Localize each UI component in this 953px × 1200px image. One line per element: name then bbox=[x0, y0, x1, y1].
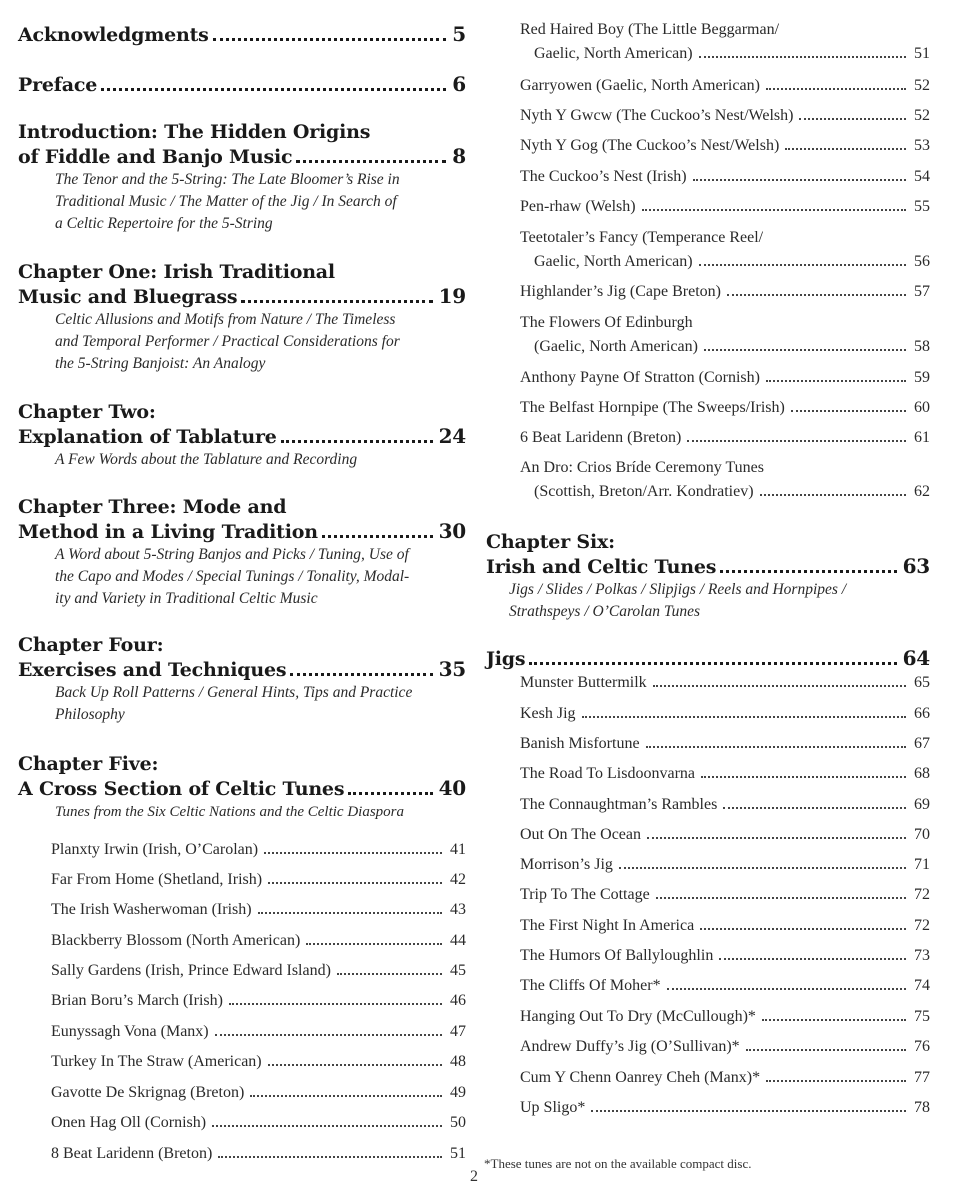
tune-title: Pen-rhaw (Welsh) bbox=[520, 198, 636, 215]
tune-entry[interactable] bbox=[520, 226, 930, 274]
tune-title: Up Sligo* bbox=[520, 1099, 586, 1116]
tune-entry[interactable] bbox=[520, 366, 930, 390]
tune-title: The Road To Lisdoonvarna bbox=[520, 765, 695, 782]
tune-entry[interactable] bbox=[520, 165, 930, 189]
tune-title: Gavotte De Skrignag (Breton) bbox=[51, 1084, 245, 1101]
tune-title: Out On The Ocean bbox=[520, 826, 641, 843]
tune-title: Blackberry Blossom (North American) bbox=[51, 932, 301, 949]
jig-entry[interactable] bbox=[520, 1035, 930, 1059]
tune-page: 65 bbox=[914, 674, 930, 691]
tune-page: 59 bbox=[914, 369, 930, 386]
jig-entry[interactable] bbox=[520, 883, 930, 907]
tune-title-line: Red Haired Boy (The Little Beggarman/ bbox=[520, 21, 780, 38]
section-description: Tunes from the Six Celtic Nations and the Celtic Diaspora bbox=[55, 804, 405, 820]
jig-entry[interactable] bbox=[520, 853, 930, 877]
section-description: A Word about 5-String Banjos and Picks / Tuning, Use of the Capo and Modes / Special Tunings / Tonality, Modal- ity and Variety in Traditional Celtic Music bbox=[55, 546, 410, 607]
section-page: 30 bbox=[438, 519, 466, 543]
tune-page: 70 bbox=[914, 826, 930, 843]
tune-title: Anthony Payne Of Stratton (Cornish) bbox=[520, 369, 760, 386]
tune-page: 42 bbox=[450, 871, 466, 888]
tune-page: 68 bbox=[914, 765, 930, 782]
dot-leader bbox=[218, 1156, 442, 1158]
jig-entry[interactable] bbox=[520, 762, 930, 786]
tune-entry[interactable] bbox=[520, 104, 930, 128]
dot-leader bbox=[322, 535, 433, 538]
section-description: The Tenor and the 5-String: The Late Bloomer’s Rise in Traditional Music / The Matter of the Jig / In Search of a Celtic Repertoire for the 5-String bbox=[55, 171, 400, 232]
tune-page: 57 bbox=[914, 283, 930, 300]
dot-leader bbox=[642, 209, 906, 211]
tune-entry[interactable] bbox=[51, 1142, 466, 1166]
dot-leader bbox=[268, 882, 442, 884]
section-description: Celtic Allusions and Motifs from Nature / The Timeless and Temporal Performer / Practical Considerations for the 5-String Banjoist: An Analogy bbox=[55, 311, 400, 372]
tune-page: 44 bbox=[450, 932, 466, 949]
dot-leader bbox=[723, 807, 906, 809]
tune-page: 54 bbox=[914, 168, 930, 185]
dot-leader bbox=[337, 973, 442, 975]
tune-title: Eunyssagh Vona (Manx) bbox=[51, 1023, 209, 1040]
dot-leader bbox=[785, 148, 906, 150]
tune-page: 52 bbox=[914, 107, 930, 124]
dot-leader bbox=[290, 673, 432, 676]
tune-entry[interactable] bbox=[51, 898, 466, 922]
jig-entry[interactable] bbox=[520, 732, 930, 756]
tune-title: Highlander’s Jig (Cape Breton) bbox=[520, 283, 721, 300]
tune-title: Far From Home (Shetland, Irish) bbox=[51, 871, 263, 888]
tune-entry[interactable] bbox=[51, 838, 466, 862]
jig-entry[interactable] bbox=[520, 702, 930, 726]
tune-title: Brian Boru’s March (Irish) bbox=[51, 992, 223, 1009]
toc-section-introduction[interactable] bbox=[18, 120, 466, 235]
dot-leader bbox=[268, 1064, 442, 1066]
tune-page: 74 bbox=[914, 977, 930, 994]
dot-leader bbox=[281, 440, 433, 443]
dot-leader bbox=[296, 160, 446, 163]
tune-title-line: Teetotaler’s Fancy (Temperance Reel/ bbox=[520, 229, 764, 246]
toc-section-jigs[interactable] bbox=[486, 646, 930, 671]
section-description: Back Up Roll Patterns / General Hints, Tips and Practice Philosophy bbox=[55, 684, 413, 723]
tune-title: The First Night In America bbox=[520, 917, 695, 934]
dot-leader bbox=[250, 1095, 442, 1097]
tune-page: 45 bbox=[450, 962, 466, 979]
tune-page: 56 bbox=[914, 253, 930, 270]
tune-entry[interactable] bbox=[520, 311, 930, 359]
tune-page: 46 bbox=[450, 992, 466, 1009]
footnote: *These tunes are not on the available compact disc. bbox=[484, 1156, 752, 1171]
dot-leader bbox=[306, 943, 442, 945]
tune-page: 52 bbox=[914, 77, 930, 94]
tune-title: The Humors Of Ballyloughlin bbox=[520, 947, 714, 964]
tune-title: Trip To The Cottage bbox=[520, 886, 650, 903]
section-page: 6 bbox=[452, 72, 466, 96]
tune-title: The Irish Washerwoman (Irish) bbox=[51, 901, 252, 918]
tune-entry[interactable] bbox=[51, 1020, 466, 1044]
tune-page: 55 bbox=[914, 198, 930, 215]
tune-title: Kesh Jig bbox=[520, 705, 576, 722]
tune-title: Nyth Y Gog (The Cuckoo’s Nest/Welsh) bbox=[520, 137, 780, 154]
dot-leader bbox=[212, 1125, 442, 1127]
jig-entry[interactable] bbox=[520, 944, 930, 968]
jig-entry[interactable] bbox=[520, 974, 930, 998]
jig-entry[interactable] bbox=[520, 671, 930, 695]
dot-leader bbox=[647, 837, 906, 839]
tune-page: 69 bbox=[914, 796, 930, 813]
tune-page: 41 bbox=[450, 841, 466, 858]
section-title: Preface bbox=[18, 74, 98, 96]
dot-leader bbox=[762, 1019, 906, 1021]
dot-leader bbox=[229, 1003, 442, 1005]
jig-entry[interactable] bbox=[520, 1066, 930, 1090]
section-page: 8 bbox=[452, 144, 466, 168]
dot-leader bbox=[727, 294, 906, 296]
tune-page: 60 bbox=[914, 399, 930, 416]
tune-title: 6 Beat Laridenn (Breton) bbox=[520, 429, 682, 446]
tune-title: Cum Y Chenn Oanrey Cheh (Manx)* bbox=[520, 1069, 761, 1086]
tune-title: The Cuckoo’s Nest (Irish) bbox=[520, 168, 687, 185]
jig-entry[interactable] bbox=[520, 1005, 930, 1029]
tune-title: Turkey In The Straw (American) bbox=[51, 1053, 262, 1070]
tune-entry[interactable] bbox=[520, 134, 930, 158]
tune-title: Nyth Y Gwcw (The Cuckoo’s Nest/Welsh) bbox=[520, 107, 794, 124]
tune-page: 53 bbox=[914, 137, 930, 154]
section-title: A Cross Section of Celtic Tunes bbox=[18, 778, 345, 800]
dot-leader bbox=[591, 1110, 906, 1112]
tune-entry[interactable] bbox=[51, 959, 466, 983]
dot-leader bbox=[766, 1080, 906, 1082]
tune-page: 43 bbox=[450, 901, 466, 918]
section-title: Acknowledgments bbox=[18, 24, 209, 46]
toc-section-chapter-one[interactable] bbox=[18, 260, 466, 375]
tune-page: 62 bbox=[914, 483, 930, 500]
dot-leader bbox=[699, 56, 906, 58]
tune-title: Garryowen (Gaelic, North American) bbox=[520, 77, 760, 94]
section-title-line: Chapter Two: bbox=[18, 401, 156, 423]
tune-entry[interactable] bbox=[520, 280, 930, 304]
section-page: 40 bbox=[438, 776, 466, 800]
tune-entry[interactable] bbox=[520, 74, 930, 98]
tune-page: 58 bbox=[914, 338, 930, 355]
dot-leader bbox=[213, 38, 447, 41]
jig-entry[interactable] bbox=[520, 1096, 930, 1120]
tune-title: Sally Gardens (Irish, Prince Edward Island) bbox=[51, 962, 331, 979]
section-title-line: Chapter Four: bbox=[18, 634, 164, 656]
tune-title-line: The Flowers Of Edinburgh bbox=[520, 314, 693, 331]
dot-leader bbox=[653, 685, 906, 687]
tune-page: 50 bbox=[450, 1114, 466, 1131]
dot-leader bbox=[746, 1049, 906, 1051]
dot-leader bbox=[701, 776, 906, 778]
section-description: Jigs / Slides / Polkas / Slipjigs / Reels and Hornpipes / Strathspeys / O’Carolan Tunes bbox=[509, 581, 847, 620]
section-description: A Few Words about the Tablature and Recording bbox=[55, 451, 358, 468]
section-page: 35 bbox=[438, 657, 466, 681]
page-number: 2 bbox=[470, 1168, 478, 1185]
tune-entry[interactable] bbox=[51, 1050, 466, 1074]
dot-leader bbox=[766, 88, 906, 90]
section-title: of Fiddle and Banjo Music bbox=[18, 146, 293, 168]
tune-title-line: An Dro: Crios Bríde Ceremony Tunes bbox=[520, 459, 764, 476]
toc-section-chapter-six[interactable] bbox=[486, 530, 930, 623]
dot-leader bbox=[656, 897, 906, 899]
tune-title: Banish Misfortune bbox=[520, 735, 640, 752]
section-page: 63 bbox=[902, 554, 930, 578]
tune-entry[interactable] bbox=[520, 18, 930, 66]
tune-title: Morrison’s Jig bbox=[520, 856, 613, 873]
dot-leader bbox=[619, 867, 906, 869]
tune-page: 78 bbox=[914, 1099, 930, 1116]
dot-leader bbox=[264, 852, 442, 854]
tune-title: Gaelic, North American) bbox=[534, 45, 693, 62]
toc-section-chapter-two[interactable] bbox=[18, 400, 466, 471]
dot-leader bbox=[693, 179, 906, 181]
tune-entry[interactable] bbox=[51, 929, 466, 953]
toc-section-chapter-four[interactable] bbox=[18, 633, 466, 726]
tune-entry[interactable] bbox=[51, 1111, 466, 1135]
section-page: 64 bbox=[902, 646, 930, 670]
dot-leader bbox=[799, 118, 906, 120]
tune-title: The Connaughtman’s Rambles bbox=[520, 796, 718, 813]
dot-leader bbox=[667, 988, 906, 990]
dot-leader bbox=[241, 300, 432, 303]
tune-title: Gaelic, North American) bbox=[534, 253, 693, 270]
tune-title: The Cliffs Of Moher* bbox=[520, 977, 661, 994]
section-title: Exercises and Techniques bbox=[18, 659, 287, 681]
tune-title: The Belfast Hornpipe (The Sweeps/Irish) bbox=[520, 399, 785, 416]
jig-entry[interactable] bbox=[520, 793, 930, 817]
dot-leader bbox=[215, 1034, 442, 1036]
jig-entry[interactable] bbox=[520, 823, 930, 847]
tune-entry[interactable] bbox=[520, 195, 930, 219]
tune-page: 67 bbox=[914, 735, 930, 752]
tune-page: 72 bbox=[914, 917, 930, 934]
tune-page: 72 bbox=[914, 886, 930, 903]
tune-page: 77 bbox=[914, 1069, 930, 1086]
dot-leader bbox=[529, 662, 896, 665]
tune-title: (Gaelic, North American) bbox=[534, 338, 698, 355]
tune-title: Planxty Irwin (Irish, O’Carolan) bbox=[51, 841, 259, 858]
tune-page: 47 bbox=[450, 1023, 466, 1040]
tune-page: 75 bbox=[914, 1008, 930, 1025]
tune-page: 61 bbox=[914, 429, 930, 446]
tune-page: 73 bbox=[914, 947, 930, 964]
dot-leader bbox=[101, 88, 446, 91]
section-page: 19 bbox=[438, 284, 466, 308]
dot-leader bbox=[766, 380, 906, 382]
section-title-line: Chapter Three: Mode and bbox=[18, 496, 287, 518]
toc-section-preface[interactable] bbox=[18, 72, 466, 97]
tune-entry[interactable] bbox=[51, 1081, 466, 1105]
dot-leader bbox=[700, 928, 906, 930]
section-page: 5 bbox=[452, 22, 466, 46]
dot-leader bbox=[582, 716, 906, 718]
tune-title: Onen Hag Oll (Cornish) bbox=[51, 1114, 207, 1131]
dot-leader bbox=[687, 440, 906, 442]
tune-page: 66 bbox=[914, 705, 930, 722]
section-title-line: Chapter Five: bbox=[18, 753, 159, 775]
tune-entry[interactable] bbox=[520, 456, 930, 504]
section-title: Explanation of Tablature bbox=[18, 426, 277, 448]
tune-page: 51 bbox=[914, 45, 930, 62]
tune-page: 51 bbox=[450, 1145, 466, 1162]
tune-page: 49 bbox=[450, 1084, 466, 1101]
toc-section-chapter-five[interactable] bbox=[18, 752, 466, 823]
tune-entry[interactable] bbox=[51, 868, 466, 892]
dot-leader bbox=[348, 792, 432, 795]
dot-leader bbox=[258, 912, 442, 914]
tune-title: Hanging Out To Dry (McCullough)* bbox=[520, 1008, 756, 1025]
tune-entry[interactable] bbox=[520, 396, 930, 420]
section-title: Irish and Celtic Tunes bbox=[486, 556, 717, 578]
section-title: Music and Bluegrass bbox=[18, 286, 238, 308]
tune-entry[interactable] bbox=[520, 426, 930, 450]
section-title-line: Chapter Six: bbox=[486, 531, 615, 553]
jig-entry[interactable] bbox=[520, 914, 930, 938]
tune-title: 8 Beat Laridenn (Breton) bbox=[51, 1145, 213, 1162]
dot-leader bbox=[699, 264, 906, 266]
dot-leader bbox=[720, 570, 896, 573]
section-title-line: Chapter One: Irish Traditional bbox=[18, 261, 335, 283]
tune-entry[interactable] bbox=[51, 989, 466, 1013]
tune-title: (Scottish, Breton/Arr. Kondratiev) bbox=[534, 483, 754, 500]
section-page: 24 bbox=[438, 424, 466, 448]
dot-leader bbox=[704, 349, 906, 351]
dot-leader bbox=[646, 746, 906, 748]
toc-section-chapter-three[interactable] bbox=[18, 495, 466, 610]
tune-page: 76 bbox=[914, 1038, 930, 1055]
tune-page: 71 bbox=[914, 856, 930, 873]
dot-leader bbox=[760, 494, 906, 496]
section-title: Method in a Living Tradition bbox=[18, 521, 318, 543]
dot-leader bbox=[791, 410, 906, 412]
section-title: Jigs bbox=[486, 648, 526, 670]
tune-title: Andrew Duffy’s Jig (O’Sullivan)* bbox=[520, 1038, 740, 1055]
dot-leader bbox=[719, 958, 906, 960]
section-title-line: Introduction: The Hidden Origins bbox=[18, 121, 371, 143]
toc-section-acknowledgments[interactable] bbox=[18, 22, 466, 47]
tune-title: Munster Buttermilk bbox=[520, 674, 647, 691]
tune-page: 48 bbox=[450, 1053, 466, 1070]
